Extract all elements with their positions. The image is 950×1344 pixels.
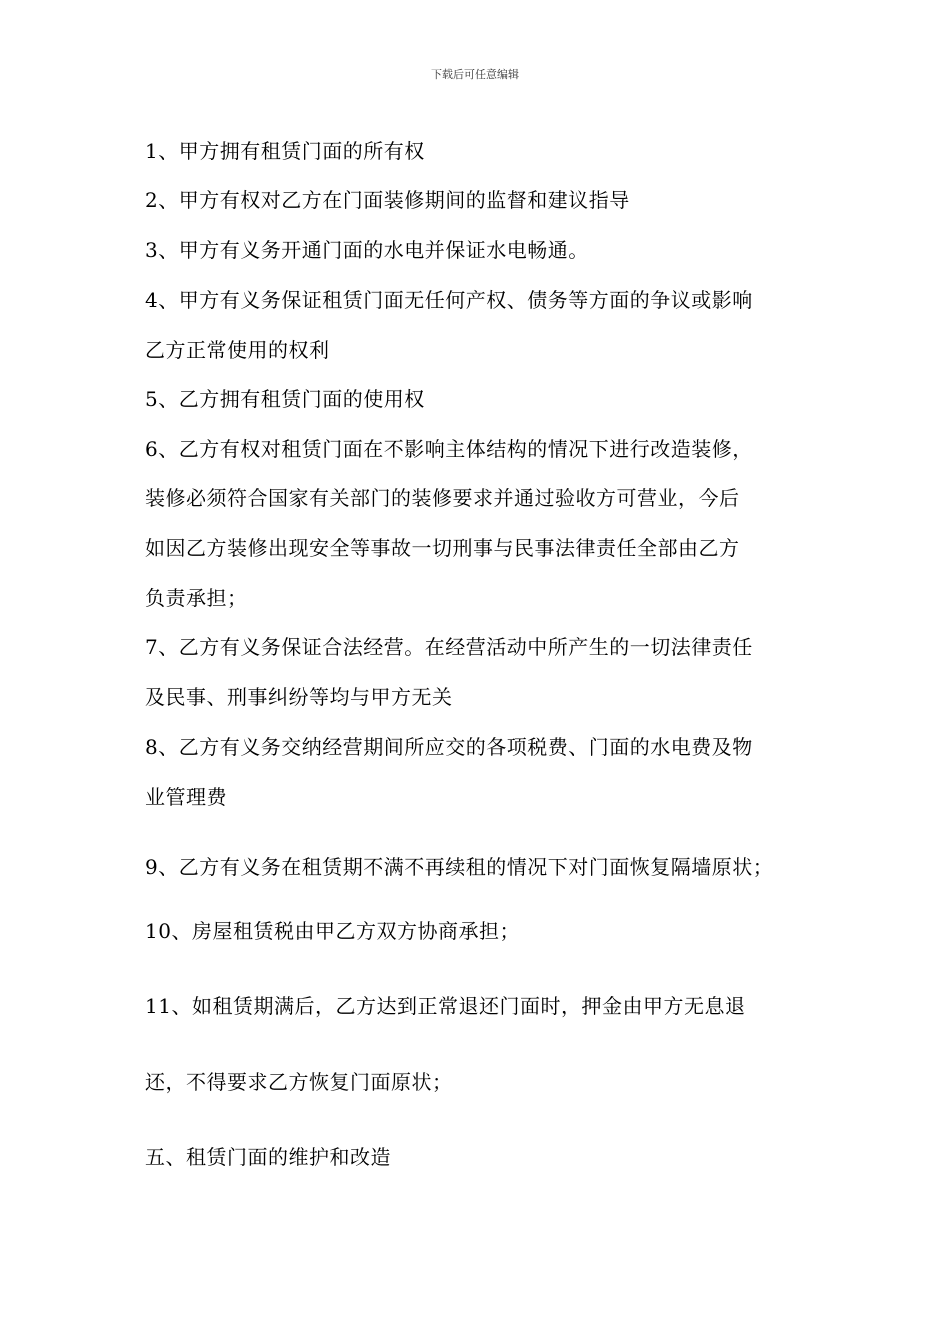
clause-line: 7、乙方有义务保证合法经营。在经营活动中所产生的一切法律责任 [145,635,753,659]
clause-line: 业管理费 [145,785,227,809]
clause-line: 4、甲方有义务保证租赁门面无任何产权、债务等方面的争议或影响 [145,288,753,312]
page-header-note: 下载后可任意编辑 [431,68,519,81]
clause-line: 装修必须符合国家有关部门的装修要求并通过验收方可营业，今后 [145,486,740,510]
section-heading: 五、租赁门面的维护和改造 [145,1145,391,1169]
clause-line: 10、房屋租赁税由甲乙方双方协商承担； [145,919,520,943]
clause-line: 1、甲方拥有租赁门面的所有权 [145,139,425,163]
clause-line: 8、乙方有义务交纳经营期间所应交的各项税费、门面的水电费及物 [145,735,753,759]
clause-line: 6、乙方有权对租赁门面在不影响主体结构的情况下进行改造装修， [145,437,753,461]
clause-line: 及民事、刑事纠纷等均与甲方无关 [145,685,453,709]
clause-line: 3、甲方有义务开通门面的水电并保证水电畅通。 [145,238,589,262]
clause-line: 乙方正常使用的权利 [145,338,330,362]
clause-line: 还，不得要求乙方恢复门面原状； [145,1070,453,1094]
clause-line: 5、乙方拥有租赁门面的使用权 [145,387,425,411]
clause-line: 如因乙方装修出现安全等事故一切刑事与民事法律责任全部由乙方 [145,536,740,560]
clause-line: 9、乙方有义务在租赁期不满不再续租的情况下对门面恢复隔墙原状； [145,855,774,879]
clause-line: 2、甲方有权对乙方在门面装修期间的监督和建议指导 [145,188,630,212]
clause-line: 11、如租赁期满后，乙方达到正常退还门面时，押金由甲方无息退 [145,994,746,1018]
clause-line: 负责承担； [145,586,248,610]
